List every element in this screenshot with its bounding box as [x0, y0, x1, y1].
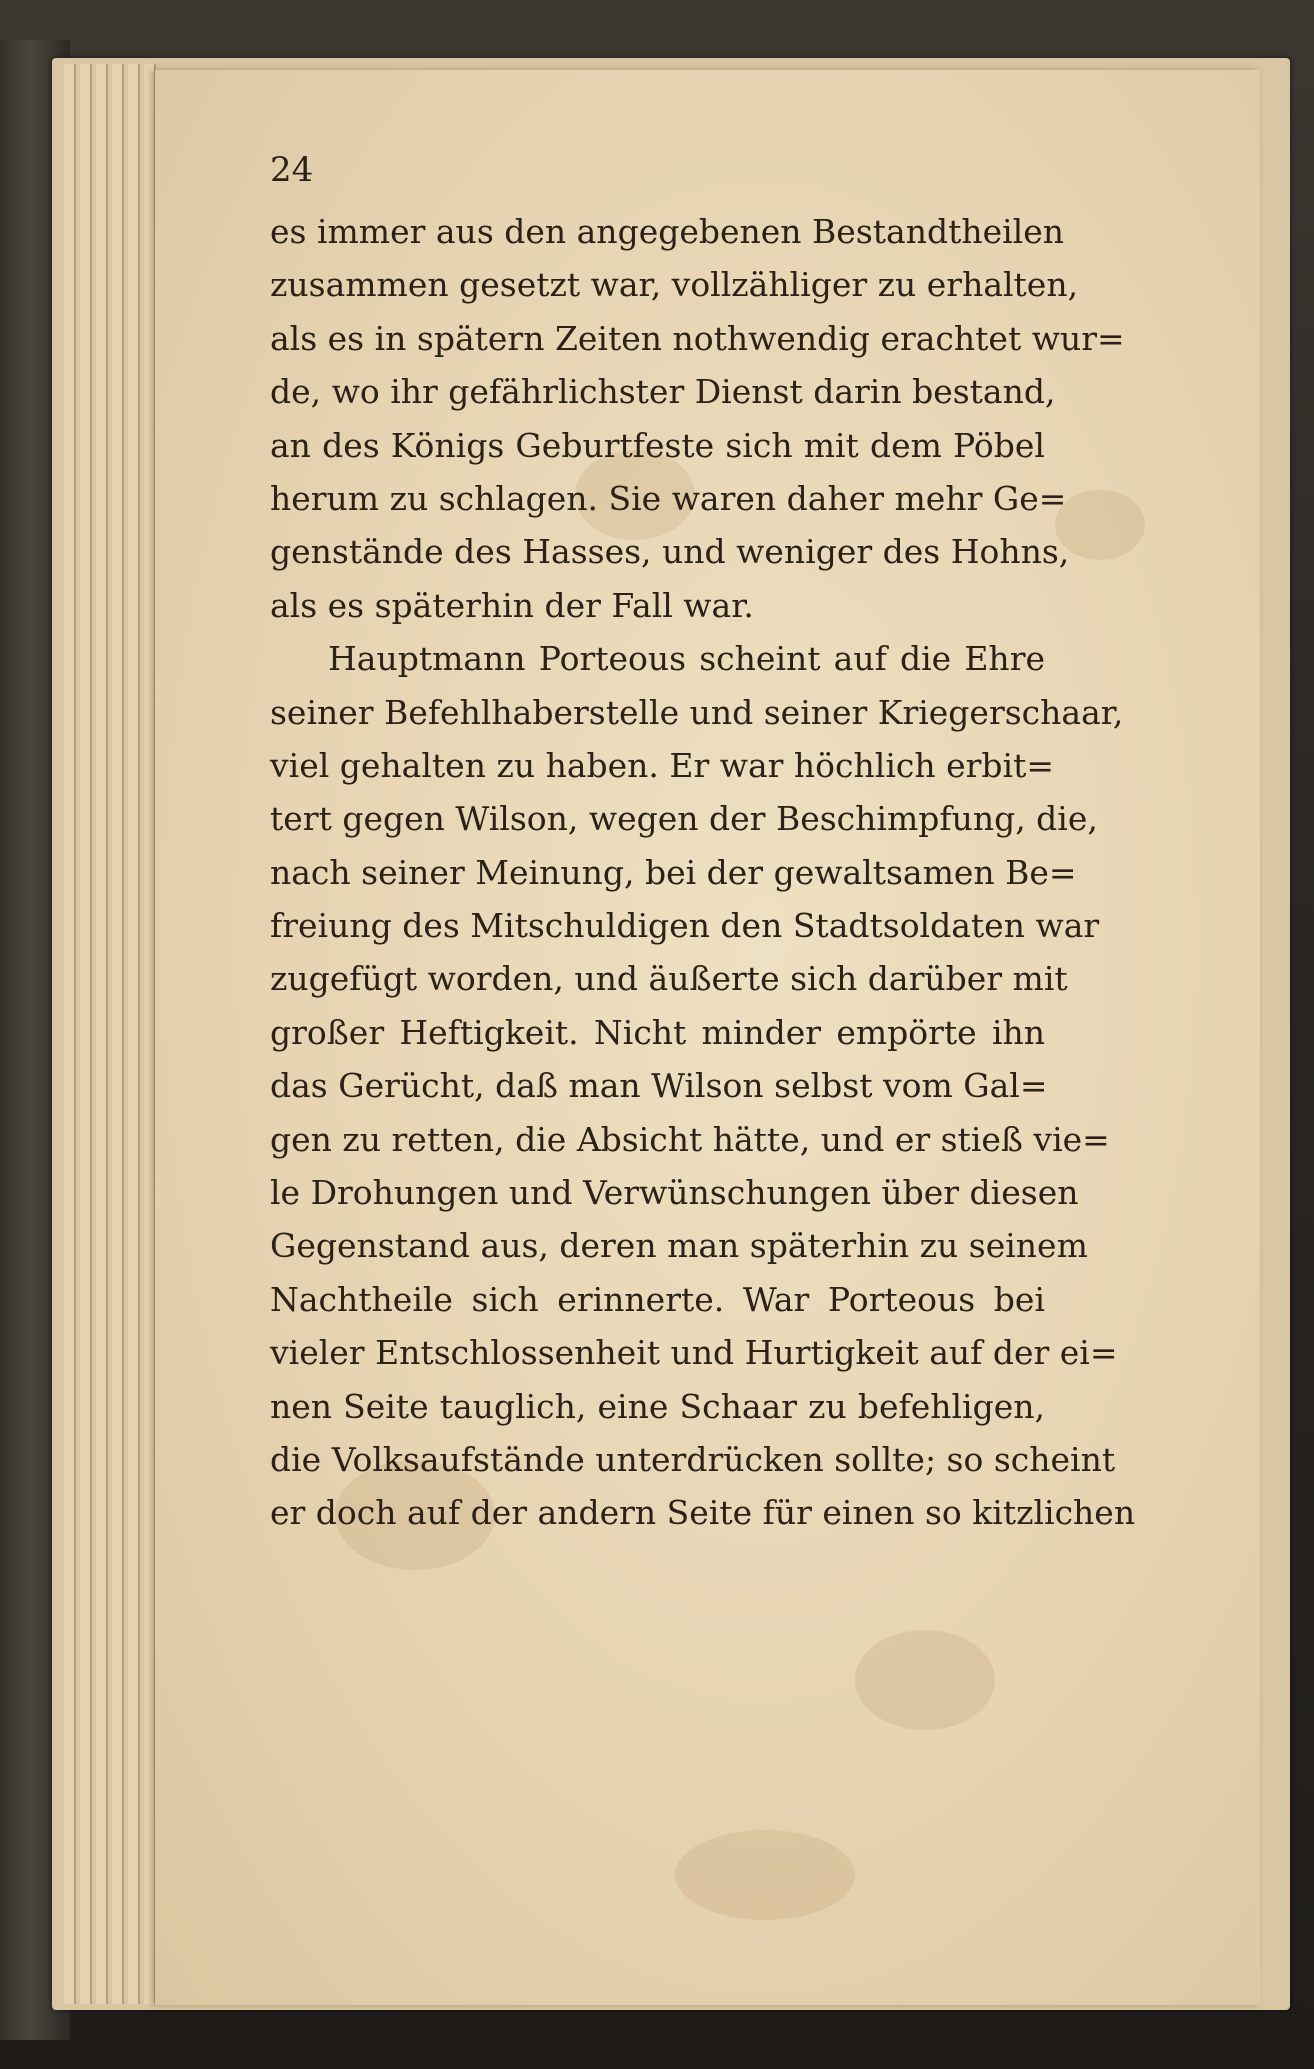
page-edge	[112, 64, 124, 2004]
text-line: Gegenstand aus, deren man späterhin zu seinem	[270, 1226, 1088, 1266]
text-line: genstände des Hasses, und weniger des Hohns,	[270, 532, 1070, 572]
text-line: freiung des Mitschuldigen den Stadtsoldaten war	[270, 906, 1100, 946]
foxing-stain	[855, 1630, 995, 1730]
text-line: nach seiner Meinung, bei der gewaltsamen Be=	[270, 852, 1077, 892]
text-line: großer Heftigkeit. Nicht minder empörte ihn	[270, 1012, 1045, 1052]
text-line: die Volksaufstände unterdrücken sollte; so scheint	[270, 1439, 1116, 1479]
page-number: 24	[270, 150, 314, 190]
text-line: seiner Befehlhaberstelle und seiner Kriegerschaar,	[270, 692, 1124, 732]
text-line: als es späterhin der Fall war.	[270, 585, 754, 625]
text-line: de, wo ihr gefährlichster Dienst darin bestand,	[270, 372, 1056, 412]
text-line: das Gerücht, daß man Wilson selbst vom Gal=	[270, 1066, 1048, 1106]
text-line: viel gehalten zu haben. Er war höchlich erbit=	[270, 745, 1055, 785]
text-line: er doch auf der andern Seite für einen so kitzlichen	[270, 1493, 1136, 1533]
text-line: Hauptmann Porteous scheint auf die Ehre	[328, 639, 1045, 679]
foxing-stain	[675, 1830, 855, 1920]
page-edge	[64, 64, 76, 2004]
text-line: tert gegen Wilson, wegen der Beschimpfung, die,	[270, 799, 1098, 839]
text-line: vieler Entschlossenheit und Hurtigkeit auf der ei=	[270, 1333, 1118, 1373]
text-line: gen zu retten, die Absicht hätte, und er stieß vie=	[270, 1119, 1110, 1159]
text-line: zusammen gesetzt war, vollzähliger zu erhalten,	[270, 265, 1079, 305]
body-text	[270, 205, 1136, 1540]
text-line: es immer aus den angegebenen Bestandtheilen	[270, 212, 1065, 251]
text-line: le Drohungen und Verwünschungen über diesen	[270, 1173, 1079, 1213]
page-edge	[80, 64, 92, 2004]
text-line: nen Seite tauglich, eine Schaar zu befehligen,	[270, 1386, 1045, 1426]
text-line: herum zu schlagen. Sie waren daher mehr Ge=	[270, 478, 1067, 518]
text-line: als es in spätern Zeiten nothwendig erachtet wur=	[270, 318, 1125, 358]
text-line: Nachtheile sich erinnerte. War Porteous bei	[270, 1279, 1045, 1319]
page-edge	[128, 64, 140, 2004]
page-edge	[96, 64, 108, 2004]
text-line: an des Königs Geburtfeste sich mit dem Pöbel	[270, 425, 1045, 465]
text-line: zugefügt worden, und äußerte sich darüber mit	[270, 959, 1068, 999]
